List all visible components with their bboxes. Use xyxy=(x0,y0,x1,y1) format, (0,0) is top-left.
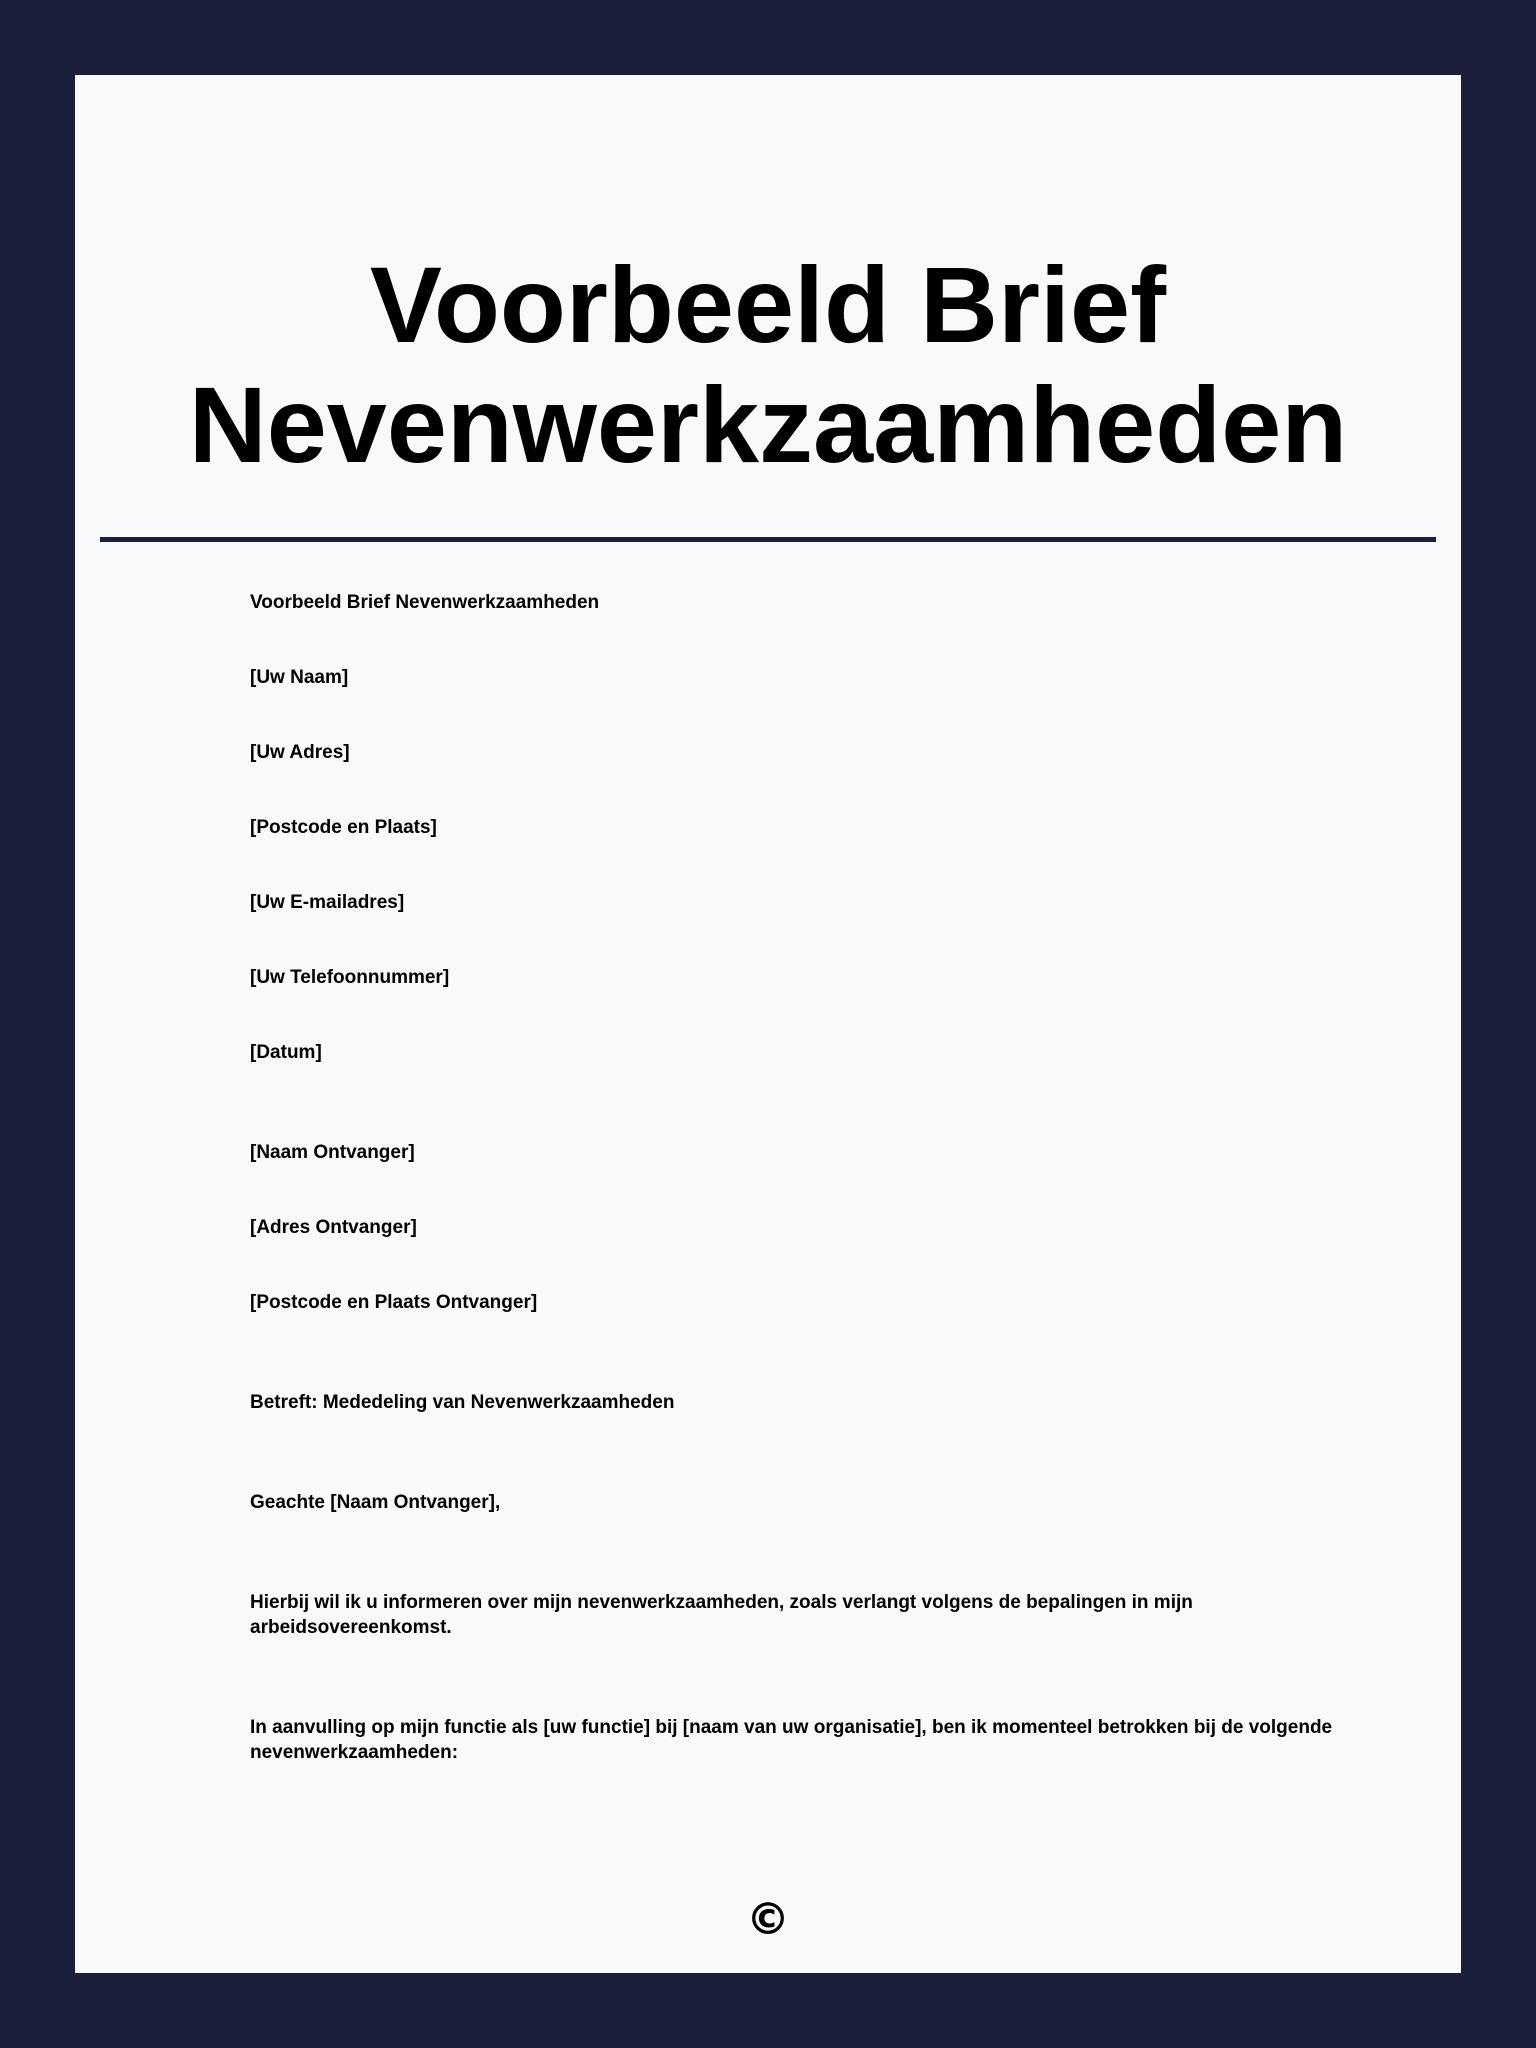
sender-address: [Uw Adres] xyxy=(250,742,350,763)
recipient-address: [Adres Ontvanger] xyxy=(250,1217,417,1238)
recipient-name: [Naam Ontvanger] xyxy=(250,1142,415,1163)
sender-postcode-city: [Postcode en Plaats] xyxy=(250,817,437,838)
letter-date: [Datum] xyxy=(250,1042,322,1063)
title-divider xyxy=(100,537,1436,542)
sender-phone: [Uw Telefoonnummer] xyxy=(250,967,450,988)
copyright-icon: © xyxy=(746,1894,790,1945)
document-page xyxy=(75,75,1461,1973)
sender-email: [Uw E-mailadres] xyxy=(250,892,405,913)
page-title-line-2: Nevenwerkzaamheden xyxy=(188,364,1348,485)
letter-paragraph-2: In aanvulling op mijn functie als [uw functie] bij [naam van uw organisatie], ben ik momenteel betrokken bij de volgende nevenwerkzaamheden: xyxy=(250,1717,1333,1763)
recipient-postcode-city: [Postcode en Plaats Ontvanger] xyxy=(250,1292,538,1313)
sender-name: [Uw Naam] xyxy=(250,667,349,688)
letter-subject: Betreft: Mededeling van Nevenwerkzaamheden xyxy=(250,1392,675,1413)
page-title-line-1: Voorbeeld Brief xyxy=(369,244,1167,365)
letter-salutation: Geachte [Naam Ontvanger], xyxy=(250,1492,501,1513)
letter-paragraph-1: Hierbij wil ik u informeren over mijn nevenwerkzaamheden, zoals verlangt volgens de bepalingen in mijn arbeidsovereenkomst. xyxy=(250,1592,1193,1638)
page-title xyxy=(75,245,1461,485)
letter-heading: Voorbeeld Brief Nevenwerkzaamheden xyxy=(250,592,600,613)
